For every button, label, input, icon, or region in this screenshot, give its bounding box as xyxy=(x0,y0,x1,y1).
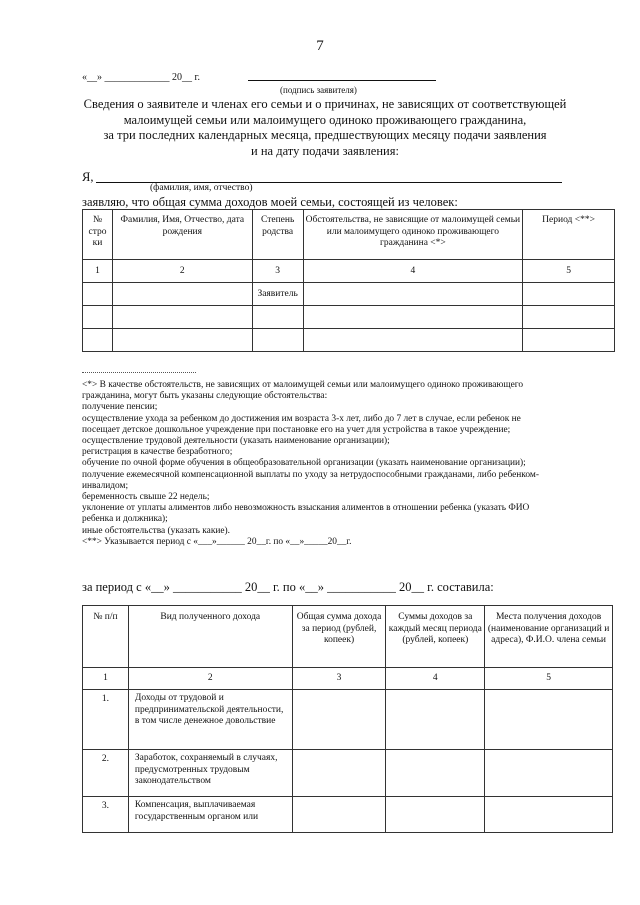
col-header-income-sources: Места получения доходов (наименование организаций и адреса), Ф.И.О. члена семьи xyxy=(485,606,613,668)
heading-line: малоимущей семьи или малоимущего одиноко проживающего гражданина, xyxy=(123,112,527,127)
table-cell[interactable] xyxy=(83,329,113,352)
signature-label: (подпись заявителя) xyxy=(280,85,357,95)
col-number: 2 xyxy=(128,668,292,690)
fio-label: (фамилия, имя, отчество) xyxy=(150,183,253,193)
table-row xyxy=(83,797,613,833)
row-number: 1. xyxy=(83,690,129,750)
table-cell[interactable] xyxy=(303,283,523,306)
table-cell[interactable] xyxy=(485,797,613,833)
footnote-line: гражданина, могут быть указаны следующие обстоятельства: xyxy=(82,391,328,402)
col-header-income-type: Вид полученного дохода xyxy=(128,606,292,668)
table-cell[interactable] xyxy=(292,690,386,750)
col-number: 1 xyxy=(83,668,129,690)
col-number: 3 xyxy=(252,260,303,283)
table-cell[interactable] xyxy=(386,690,485,750)
footnote-line: получение ежемесячной компенсационной выплаты по уходу за нетрудоспособными гражданами, либо ребенком- xyxy=(82,469,539,480)
footnote-line: беременность свыше 22 недель; xyxy=(82,492,210,503)
table-row xyxy=(83,750,613,797)
footnote-line: <*> В качестве обстоятельств, не зависящих от малоимущей семьи или малоимущего одиноко проживающего xyxy=(82,380,524,390)
table-cell[interactable] xyxy=(523,329,615,352)
table-cell[interactable] xyxy=(523,306,615,329)
col-number: 5 xyxy=(523,260,615,283)
col-header-period: Период <**> xyxy=(523,210,615,260)
row-number: 2. xyxy=(83,750,129,797)
applicant-label: Заявитель xyxy=(252,283,303,306)
col-header-relation: Степень родства xyxy=(252,210,303,260)
table-cell[interactable] xyxy=(303,329,523,352)
footnote-line: иные обстоятельства (указать какие). xyxy=(82,525,231,536)
col-header-number: № п/п xyxy=(83,606,129,668)
heading-line: Сведения о заявителе и членах его семьи и о причинах, не зависящих от соответствующей xyxy=(83,97,567,111)
col-number: 3 xyxy=(292,668,386,690)
date-line: «__» _____________ 20__ г. xyxy=(82,72,200,83)
heading-line: за три последних календарных месяца, предшествующих месяцу подачи заявления xyxy=(103,128,547,142)
table-cell[interactable] xyxy=(112,306,252,329)
table-cell[interactable] xyxy=(292,797,386,833)
page-number: 7 xyxy=(316,38,324,54)
table-row xyxy=(83,690,613,750)
col-header-monthly-sums: Суммы доходов за каждый месяц периода (рублей, копеек) xyxy=(386,606,485,668)
col-number: 5 xyxy=(485,668,613,690)
col-number: 1 xyxy=(83,260,113,283)
table-cell[interactable] xyxy=(83,283,113,306)
period-text: за период с «__» ___________ 20__ г. по «__» ___________ 20__ г. составила: xyxy=(82,580,494,594)
col-number: 4 xyxy=(303,260,523,283)
row-number: 3. xyxy=(83,797,129,833)
footnote-line: получение пенсии; xyxy=(82,402,158,413)
income-type-label: Доходы от трудовой и предпринимательской деятельности, в том числе денежное довольствие xyxy=(128,690,292,750)
footnote-line: осуществление трудовой деятельности (указать наименование организации); xyxy=(82,436,390,447)
income-table xyxy=(82,605,613,833)
table-cell[interactable] xyxy=(386,797,485,833)
table-cell[interactable] xyxy=(523,283,615,306)
footnote-separator xyxy=(82,372,196,373)
footnote-line: осуществление ухода за ребенком до достижения им возраста 3-х лет, либо до 7 лет в случае, если ребенок не xyxy=(82,413,521,424)
table-cell[interactable] xyxy=(252,329,303,352)
footnote-line: обучение по очной форме обучения в общеобразовательной организации (указать наименование организации); xyxy=(82,458,526,469)
footnote-line: <**> Указывается период с «___»______ 20__г. по «__»_____20__г. xyxy=(82,536,352,547)
signature-line xyxy=(248,80,436,81)
col-header-circumstances: Обстоятельства, не зависящие от малоимущей семьи или малоимущего одиноко проживающего гражданина <*> xyxy=(303,210,523,260)
table-cell[interactable] xyxy=(292,750,386,797)
income-type-label: Компенсация, выплачиваемая государственным органом или xyxy=(128,797,292,833)
footnotes xyxy=(82,380,622,548)
col-header-total-sum: Общая сумма дохода за период (рублей, копеек) xyxy=(292,606,386,668)
heading-line: и на дату подачи заявления: xyxy=(251,143,399,158)
col-number: 2 xyxy=(112,260,252,283)
footnote-line: посещает детское дошкольное учреждение при постановке его на учет для устройства в такое учреждение; xyxy=(82,424,511,435)
table-cell[interactable] xyxy=(485,750,613,797)
table-cell[interactable] xyxy=(112,283,252,306)
col-number: 4 xyxy=(386,668,485,690)
family-members-table xyxy=(82,209,615,352)
footnote-line: регистрация в качестве безработного; xyxy=(82,447,233,458)
footnote-line: уклонение от уплаты алиментов либо невозможность взыскания алиментов в отношении ребенка (указать ФИО xyxy=(82,503,530,514)
table-cell[interactable] xyxy=(386,750,485,797)
declare-text: заявляю, что общая сумма доходов моей семьи, состоящей из человек: xyxy=(82,195,458,209)
ya-label: Я, xyxy=(82,170,94,184)
table-cell[interactable] xyxy=(252,306,303,329)
income-type-label: Заработок, сохраняемый в случаях, предусмотренных трудовым законодательством xyxy=(128,750,292,797)
table-cell[interactable] xyxy=(83,306,113,329)
col-header-name: Фамилия, Имя, Отчество, дата рождения xyxy=(112,210,252,260)
document-heading xyxy=(80,97,570,159)
table-cell[interactable] xyxy=(303,306,523,329)
footnote-line: инвалидом; xyxy=(82,480,129,491)
table-cell[interactable] xyxy=(485,690,613,750)
col-header-row-number: № стро ки xyxy=(83,210,113,260)
table-cell[interactable] xyxy=(112,329,252,352)
footnote-line: ребенка и должника); xyxy=(82,514,168,525)
